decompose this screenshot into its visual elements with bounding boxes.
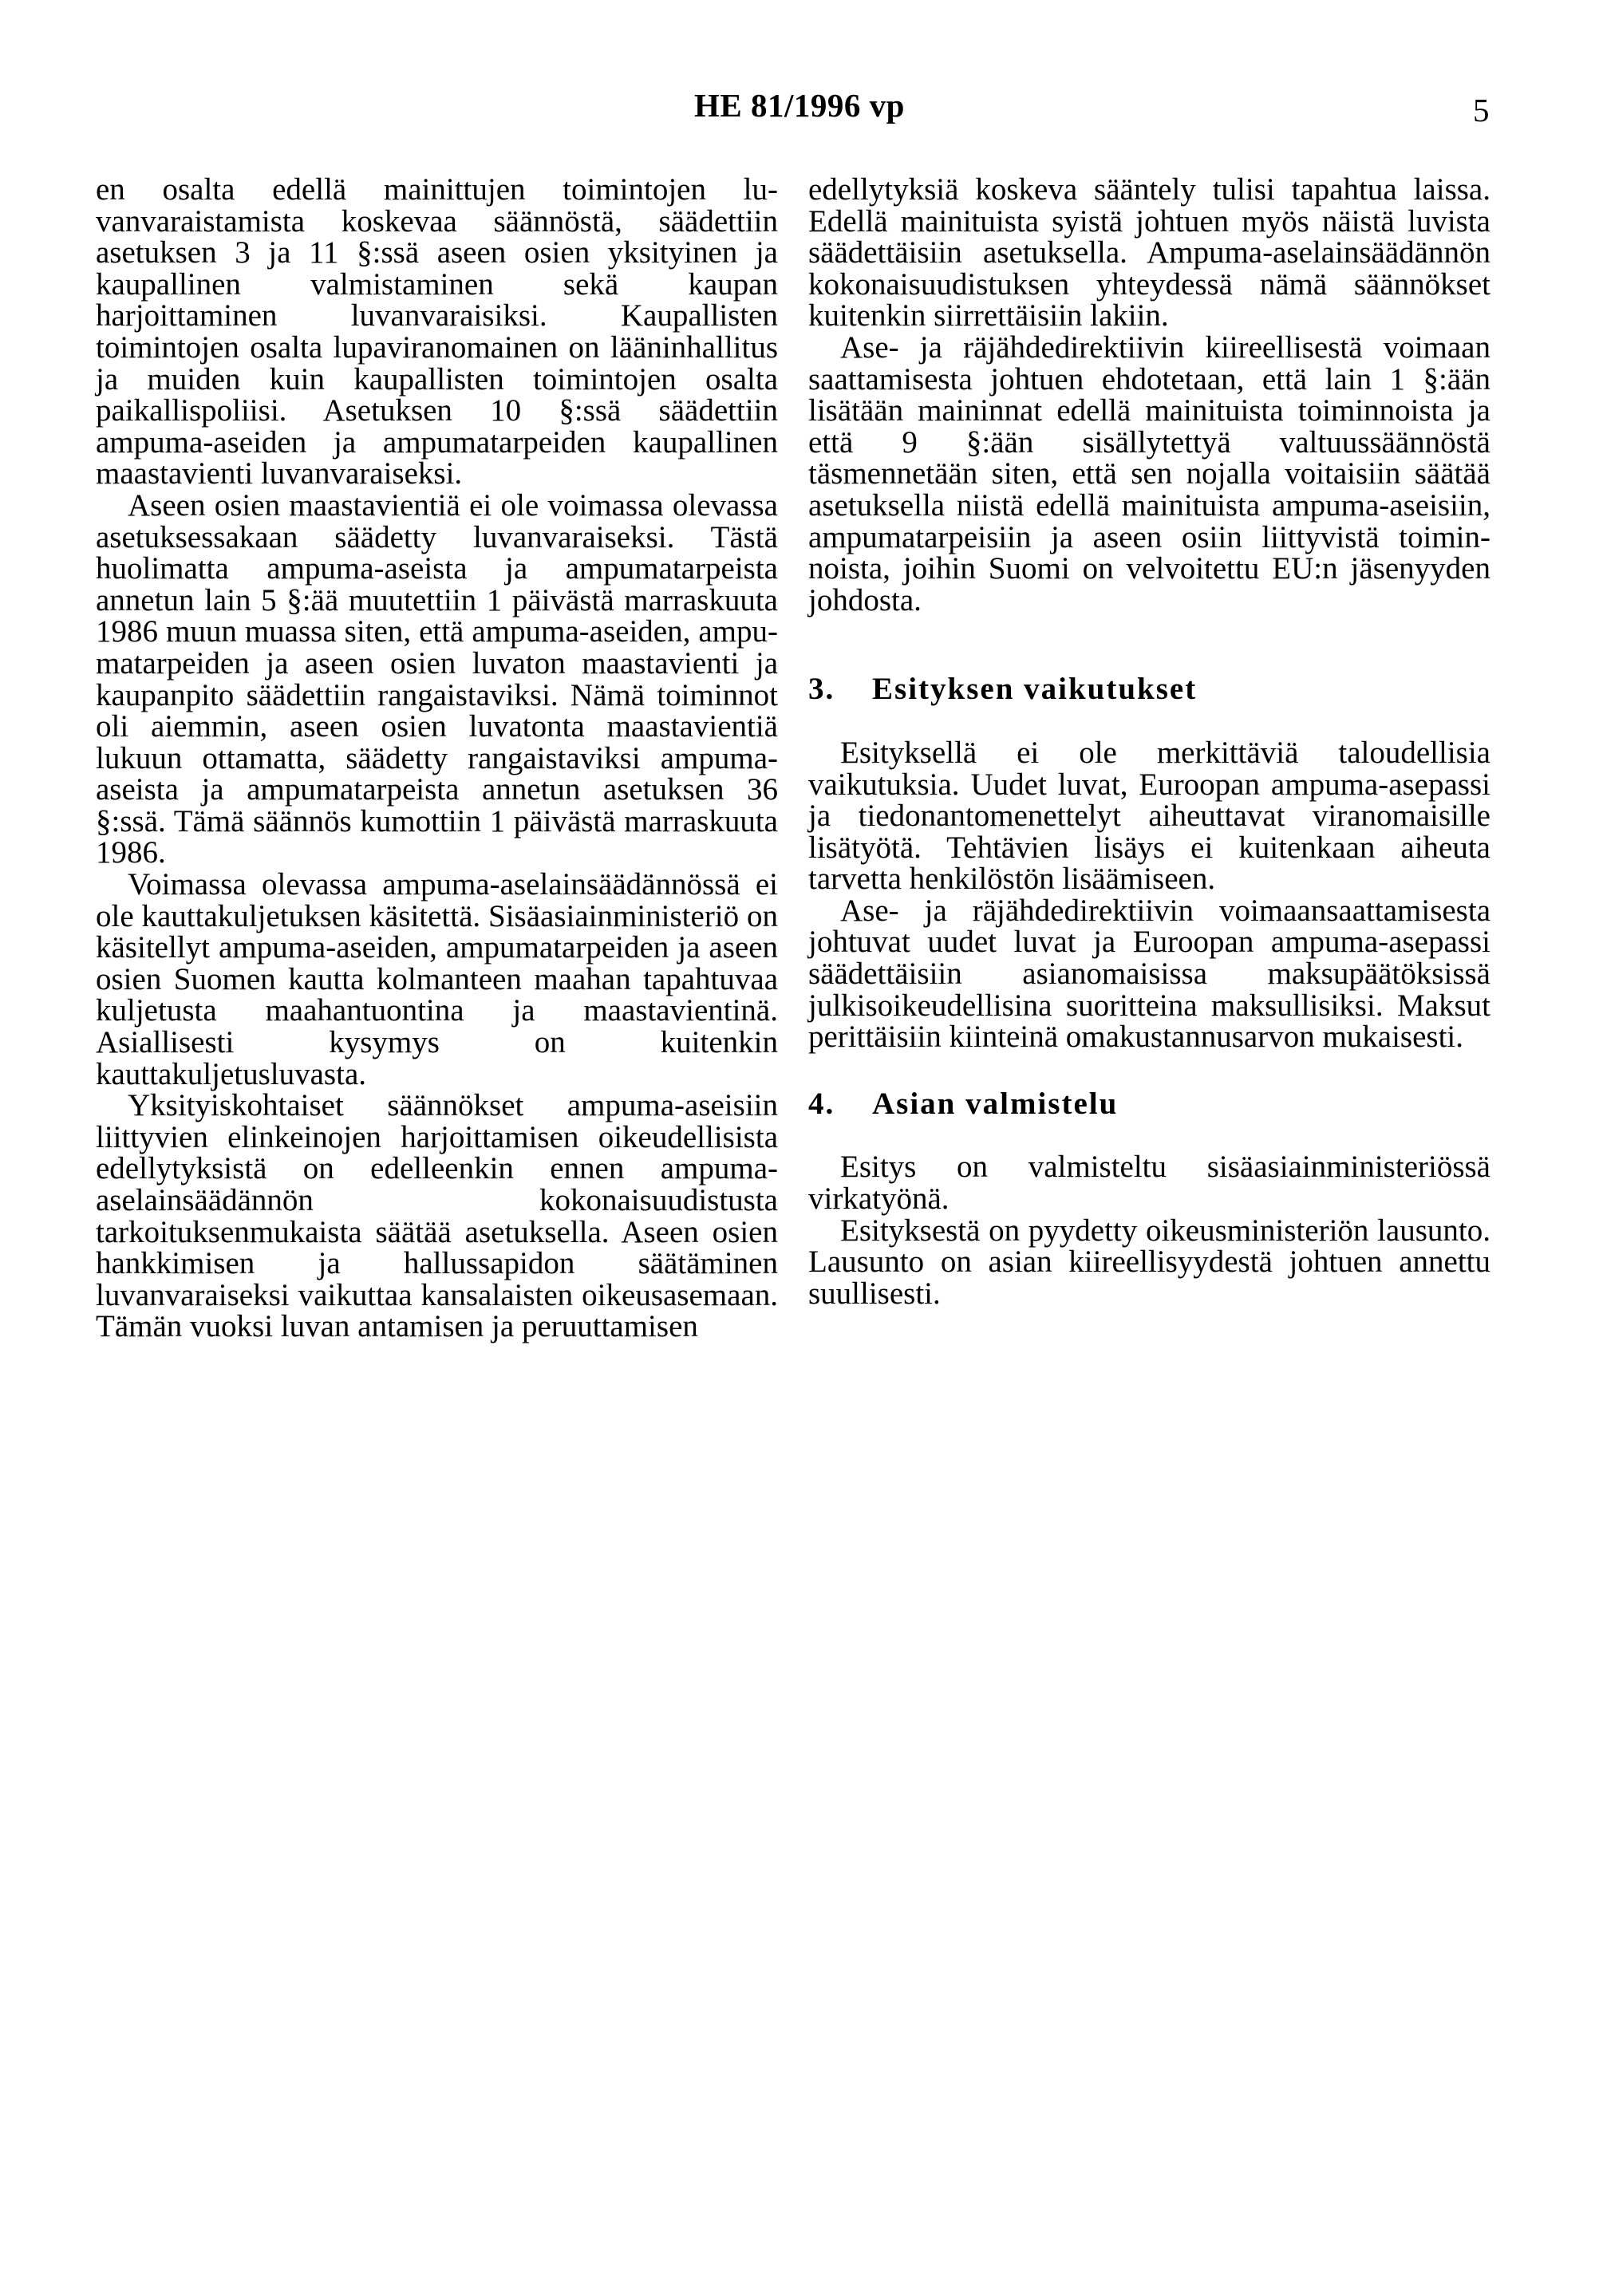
paragraph: Ase- ja räjähdedirektiivin voimaansaattamisesta johtuvat uudet luvat ja Euroopan ampuma-asepassi säädettäisiin asianomaisissa maksupäätöksissä julkisoikeudellisina suoritteina maksullisiksi. Maksut perittäisiin kiinteinä omakustannusarvon mukaisesti. xyxy=(808,893,1490,1055)
page-number: 5 xyxy=(1473,92,1490,128)
paragraph: en osalta edellä mainittujen toimintojen luvanvaraistamista koskevaa säännöstä, säädettiin asetuksen 3 ja 11 §:ssä aseen osien yksityinen ja kaupallinen valmistaminen sekä kaupan harjoittaminen luvanvaraisiksi. Kaupallisten toimintojen osalta lupaviranomainen on lääninhallitus ja muiden kuin kaupallisten toimintojen osalta paikallispoliisi. Asetuksen 10 §:ssä säädettiin ampuma-aseiden ja ampumatarpeiden kaupallinen maastavienti luvanvaraiseksi. xyxy=(96,172,778,491)
document-id: HE 81/1996 vp xyxy=(694,87,905,124)
paragraph: Yksityiskohtaiset säännökset ampuma-aseisiin liittyvien elinkeinojen harjoittamisen oikeudellisista edellytyksistä on edelleenkin ennen ampuma-aselainsäädännön kokonaisuudistusta tarkoituksenmukaista säätää asetuksella. Aseen osien hankkimisen ja hallussapidon säätäminen luvanvaraiseksi vaikuttaa kansalaisten oikeusasemaan. Tämän vuoksi luvan antamisen ja peruuttamisen xyxy=(96,1088,778,1344)
section-number: 4. xyxy=(808,1086,835,1121)
section-heading-4 xyxy=(808,1088,1490,1120)
paragraph: edellytyksiä koskeva sääntely tulisi tapahtua laissa. Edellä mainituista syistä johtuen myös näistä luvista säädettäisiin asetuksella. Ampuma-aselainsäädännön kokonaisuudistuksen yhteydessä nämä säännökset kuitenkin siirrettäisiin lakiin. xyxy=(808,172,1490,333)
paragraph: Esityksestä on pyydetty oikeusministeriön lausunto. Lausunto on asian kiireellisyydestä johtuen annettu suullisesti. xyxy=(808,1213,1490,1311)
section-number: 3. xyxy=(808,672,835,707)
right-column xyxy=(808,174,1490,1309)
section-heading-3 xyxy=(808,673,1490,705)
section-title: Asian valmistelu xyxy=(872,1086,1119,1121)
paragraph: Esitys on valmisteltu sisäasiainministeriössä virkatyönä. xyxy=(808,1150,1490,1217)
paragraph: Ase- ja räjähdedirektiivin kiireellisestä voimaan saattamisesta johtuen ehdotetaan, että lain 1 §:ään lisätään maininnat edellä mainituista toiminnoista ja että 9 §:ään sisällytettyä valtuussäännöstä täsmennetään siten, että sen nojalla voitaisiin säätää asetuksella niistä edellä mainituista ampuma-aseisiin, ampumatarpeisiin ja aseen osiin liittyvistä toiminnoista, joihin Suomi on velvoitettu EU:n jäsenyyden johdosta. xyxy=(808,329,1490,617)
page-header xyxy=(0,86,1599,134)
paragraph: Aseen osien maastavientiä ei ole voimassa olevassa asetuksessakaan säädetty luvanvaraiseksi. Tästä huolimatta ampuma-aseista ja ampumatarpeista annetun lain 5 §:ää muutettiin 1 päivästä marraskuuta 1986 muun muassa siten, että ampuma-aseiden, ampumatarpeiden ja aseen osien luvaton maastavienti ja kaupanpito säädettiin rangaistaviksi. Nämä toiminnot oli aiemmin, aseen osien luvatonta maastavientiä lukuun ottamatta, säädetty rangaistaviksi ampuma-aseista ja ampumatarpeista annetun asetuksen 36 §:ssä. Tämä säännös kumottiin 1 päivästä marraskuuta 1986. xyxy=(96,487,778,870)
paragraph: Esityksellä ei ole merkittäviä taloudellisia vaikutuksia. Uudet luvat, Euroopan ampuma-asepassi ja tiedonantomenettelyt aiheuttavat viranomaisille lisätyötä. Tehtävien lisäys ei kuitenkaan aiheuta tarvetta henkilöstön lisäämiseen. xyxy=(808,735,1490,897)
paragraph: Voimassa olevassa ampuma-aselainsäädännössä ei ole kauttakuljetuksen käsitettä. Sisäasiainministeriö on käsitellyt ampuma-aseiden, ampumatarpeiden ja aseen osien Suomen kautta kolmanteen maahan tapahtuvaa kuljetusta maahantuontina ja maastavientinä. Asiallisesti kysymys on kuitenkin kauttakuljetusluvasta. xyxy=(96,867,778,1091)
section-title: Esityksen vaikutukset xyxy=(872,672,1198,707)
left-column xyxy=(96,174,778,1343)
